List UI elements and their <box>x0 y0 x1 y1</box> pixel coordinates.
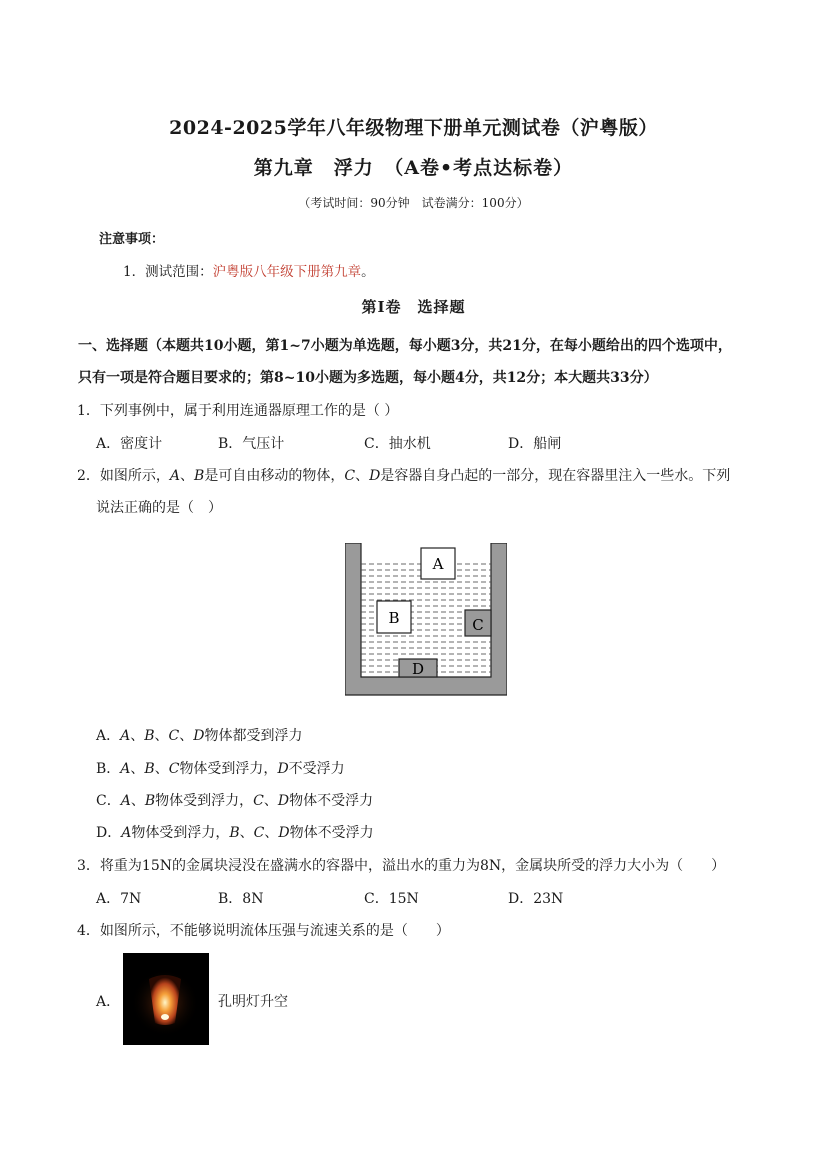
sep: 、 <box>239 825 254 841</box>
var-b: B <box>229 825 240 841</box>
label-b: B <box>388 609 400 627</box>
chapter-title: 第九章 浮力 （A卷•考点达标卷） <box>253 157 574 179</box>
question-4-option-a-label: A． <box>96 994 121 1010</box>
var-d: D <box>369 468 381 484</box>
var-b: B <box>144 728 155 744</box>
question-2-stem-line-2: 说法正确的是（ ） <box>96 500 222 516</box>
notice-item-prefix: 1．测试范围： <box>123 264 213 280</box>
label-d: D <box>411 660 425 678</box>
q2-mid1: 是可自由移动的物体， <box>204 468 345 484</box>
test-scope: 沪粤版八年级下册第九章 <box>212 264 362 280</box>
question-4-option-a-text: 孔明灯升空 <box>218 994 288 1010</box>
instructions-line-1: 一、选择题（本题共10小题，第1~7小题为单选题，每小题3分，共21分，在每小题给出的四个选项中， <box>78 338 732 354</box>
q2-prefix: 2．如图所示， <box>77 468 170 484</box>
var-d: D <box>278 825 290 841</box>
question-2-stem-line-1 <box>77 465 730 485</box>
question-1-stem: 1．下列事例中，属于利用连通器原理工作的是（ ） <box>77 403 399 419</box>
opt-text: 物体受到浮力， <box>131 825 230 841</box>
var-c: C <box>168 761 180 777</box>
opt-text: 物体不受浮力 <box>289 825 374 841</box>
var-b: B <box>194 468 205 484</box>
var-c: C <box>168 728 180 744</box>
notice-item-suffix: 。 <box>361 264 375 280</box>
question-1-option-c: C．抽水机 <box>364 436 431 452</box>
opt-text: 物体受到浮力， <box>179 761 278 777</box>
instructions-line-2: 只有一项是符合题目要求的；第8~10小题为多选题，每小题4分，共12分；本大题共33分） <box>78 370 658 386</box>
label-c: C <box>472 616 484 634</box>
q2-mid2: 是容器自身凸起的一部分，现在容器里注入一些水。下列 <box>380 468 731 484</box>
var-c: C <box>253 793 264 809</box>
notice-heading: 注意事项： <box>99 232 165 247</box>
question-2-option-d <box>96 822 374 842</box>
sep: 、 <box>154 761 169 777</box>
question-3-option-a: A．7N <box>96 891 142 907</box>
sep: 、 <box>180 468 195 484</box>
question-3-stem: 3．将重为15N的金属块浸没在盛满水的容器中，溢出水的重力为8N，金属块所受的浮力大小为（ ） <box>77 858 726 874</box>
sep: 、 <box>264 825 279 841</box>
var-a: A <box>169 468 181 484</box>
question-3-option-c: C．15N <box>364 891 419 907</box>
question-2-option-a <box>96 725 303 745</box>
sep: 、 <box>154 728 169 744</box>
opt-label: C． <box>96 793 121 809</box>
var-a: A <box>120 761 131 777</box>
section-title: 第Ⅰ卷 选择题 <box>361 298 466 316</box>
var-a: A <box>120 728 131 744</box>
question-4-stem: 4．如图所示，不能够说明流体压强与流速关系的是（ ） <box>77 923 450 939</box>
sep: 、 <box>130 728 145 744</box>
var-a: A <box>120 793 131 809</box>
sep: 、 <box>179 728 194 744</box>
question-3-option-b: B．8N <box>218 891 264 907</box>
question-2-option-b <box>96 758 345 778</box>
opt-text: 不受浮力 <box>288 761 345 777</box>
opt-label: A． <box>96 728 121 744</box>
opt-text: 物体受到浮力， <box>155 793 254 809</box>
label-a: A <box>432 555 444 573</box>
question-1-option-d: D．船闸 <box>508 436 562 452</box>
var-a: A <box>121 825 132 841</box>
var-c: C <box>344 468 356 484</box>
opt-text: 物体不受浮力 <box>289 793 374 809</box>
var-b: B <box>144 761 155 777</box>
page-title: 2024-2025学年八年级物理下册单元测试卷（沪粤版） <box>169 117 658 139</box>
var-b: B <box>144 793 156 809</box>
var-d: D <box>277 761 289 777</box>
question-3-option-d: D．23N <box>508 891 564 907</box>
question-1-option-a: A．密度计 <box>96 436 163 452</box>
question-1-option-b: B．气压计 <box>218 436 285 452</box>
opt-text: 物体都受到浮力 <box>204 728 303 744</box>
container-diagram <box>345 543 507 697</box>
sep: 、 <box>355 468 370 484</box>
var-c: C <box>253 825 265 841</box>
opt-label: D． <box>96 825 122 841</box>
var-d: D <box>193 728 205 744</box>
opt-label: B． <box>96 761 121 777</box>
question-2-option-c <box>96 790 373 810</box>
sky-lantern-photo <box>123 953 209 1045</box>
notice-item-1 <box>123 260 375 280</box>
var-d: D <box>277 793 290 809</box>
sep: 、 <box>263 793 278 809</box>
sep: 、 <box>130 793 145 809</box>
exam-info: （考试时间：90分钟 试卷满分：100分） <box>298 196 529 210</box>
sep: 、 <box>130 761 145 777</box>
